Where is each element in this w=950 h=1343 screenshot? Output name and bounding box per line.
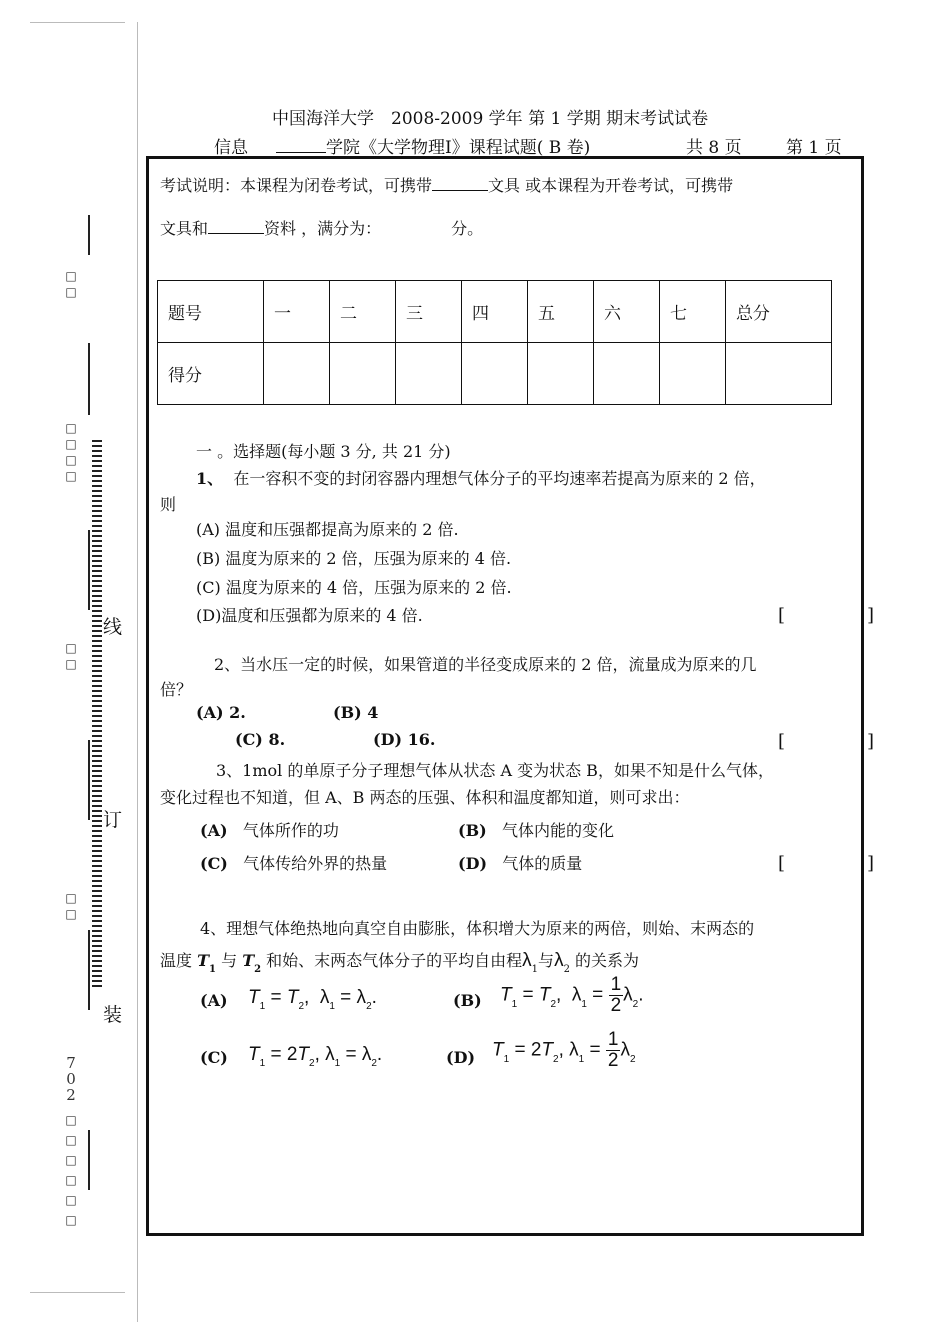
score-cell	[330, 343, 396, 405]
score-cell	[462, 343, 528, 405]
q3-stem: 3、1mol 的单原子分子理想气体从状态 A 变为状态 B，如果不知是什么气体，	[216, 761, 774, 780]
q1-stem: 1、 在一容积不变的封闭容器内理想气体分子的平均速率若提高为原来的 2 倍，	[196, 469, 766, 488]
q3-stem-cont: 变化过程也不知道，但 A、B 两态的压强、体积和温度都知道，则可求出：	[160, 788, 690, 807]
school-name: 信息	[186, 133, 276, 159]
q2-option-b: (B) 4	[333, 703, 379, 722]
exam-title: 中国海洋大学 2008-2009 学年 第 1 学期 期末考试试卷	[272, 109, 709, 129]
q1-stem-cont: 则	[160, 495, 177, 514]
q4-option-c-formula: $T_1 = 2T_2$, $\lambda_1 = \lambda_2$.	[248, 1044, 383, 1069]
score-cell	[593, 343, 659, 405]
score-header-cell: 题号	[158, 281, 264, 343]
score-header-cell: 总分	[725, 281, 831, 343]
score-header-cell: 五	[527, 281, 593, 343]
score-header-cell: 四	[462, 281, 528, 343]
instructions-line2: 文具和 资料 ，满分为： 分。	[160, 219, 484, 238]
q3-option-d: (D) 气体的质量	[458, 854, 583, 873]
q4-option-d-formula: $T_1 = 2T_2$, $\lambda_1$ = $\frac{1}{2}$ $\lambda_2$	[492, 1029, 636, 1071]
score-header-cell: 二	[330, 281, 396, 343]
section-title: 一 。选择题(每小题 3 分, 共 21 分)	[196, 442, 451, 461]
margin-label-zhuang: 装	[103, 1004, 123, 1026]
q4-option-a-formula: $T_1 = T_2$, $\lambda_1 = \lambda_2$.	[248, 987, 377, 1012]
score-row-label: 得分	[158, 343, 264, 405]
instructions-line1: 考试说明：本课程为闭卷考试，可携带 文具 或本课程为开卷考试，可携带	[160, 176, 734, 195]
score-header-cell: 三	[396, 281, 462, 343]
q3-option-a: (A) 气体所作的功	[200, 821, 339, 840]
course-title: 学院《大学物理Ⅰ》课程试题( B 卷)	[326, 138, 591, 158]
margin-label-xian: 线	[103, 616, 123, 638]
q4-stem: 4、理想气体绝热地向真空自由膨胀，体积增大为原来的两倍，则始、末两态的	[200, 919, 755, 938]
q1-option-d: (D)温度和压强都为原来的 4 倍.	[196, 606, 423, 625]
q4-option-a-label: (A)	[200, 991, 228, 1010]
q1-answer-bracket: [ ]	[778, 605, 907, 626]
score-header-cell: 六	[593, 281, 659, 343]
q1-option-a: (A) 温度和压强都提高为原来的 2 倍.	[196, 520, 459, 539]
score-cell	[725, 343, 831, 405]
q2-stem-cont: 倍？	[160, 680, 193, 699]
q4-option-d-label: (D)	[446, 1048, 476, 1067]
q2-answer-bracket: [ ]	[778, 731, 907, 752]
q2-stem: 2、当水压一定的时候，如果管道的半径变成原来的 2 倍，流量成为原来的几	[214, 655, 757, 674]
q4-option-b-formula: $T_1 = T_2$, $\lambda_1$ = $\frac{1}{2}$ $\lambda_2$.	[500, 974, 644, 1016]
q2-option-c: (C) 8.	[235, 730, 286, 749]
score-cell	[527, 343, 593, 405]
score-table-score-row	[158, 343, 832, 405]
pages-total: 共 8 页	[686, 138, 742, 158]
q4-option-c-label: (C)	[200, 1048, 228, 1067]
q4-stem-cont: 温度 $T_1$ 与 $T_2$ 和始、末两态气体分子的平均自由程$\lambda_1$与$\lambda_2$ 的关系为	[160, 950, 640, 975]
q2-option-a: (A) 2.	[196, 703, 246, 722]
page-current: 第 1 页	[786, 138, 842, 158]
score-cell	[659, 343, 725, 405]
margin-label-ding: 订	[103, 809, 123, 831]
binding-ticks	[92, 440, 104, 990]
score-header-cell: 一	[264, 281, 330, 343]
q3-answer-bracket: [ ]	[778, 853, 907, 874]
score-cell	[396, 343, 462, 405]
score-header-cell: 七	[659, 281, 725, 343]
q1-option-c: (C) 温度为原来的 4 倍，压强为原来的 2 倍.	[196, 578, 512, 597]
score-cell	[264, 343, 330, 405]
score-table-header-row	[158, 281, 832, 343]
q4-option-b-label: (B)	[453, 991, 482, 1010]
q1-option-b: (B) 温度为原来的 2 倍，压强为原来的 4 倍.	[196, 549, 512, 568]
score-table	[157, 280, 832, 405]
q3-option-b: (B) 气体内能的变化	[458, 821, 614, 840]
q2-option-d: (D) 16.	[373, 730, 436, 749]
q3-option-c: (C) 气体传给外界的热量	[200, 854, 388, 873]
margin-page-number: 7 0 2	[66, 1054, 76, 1104]
